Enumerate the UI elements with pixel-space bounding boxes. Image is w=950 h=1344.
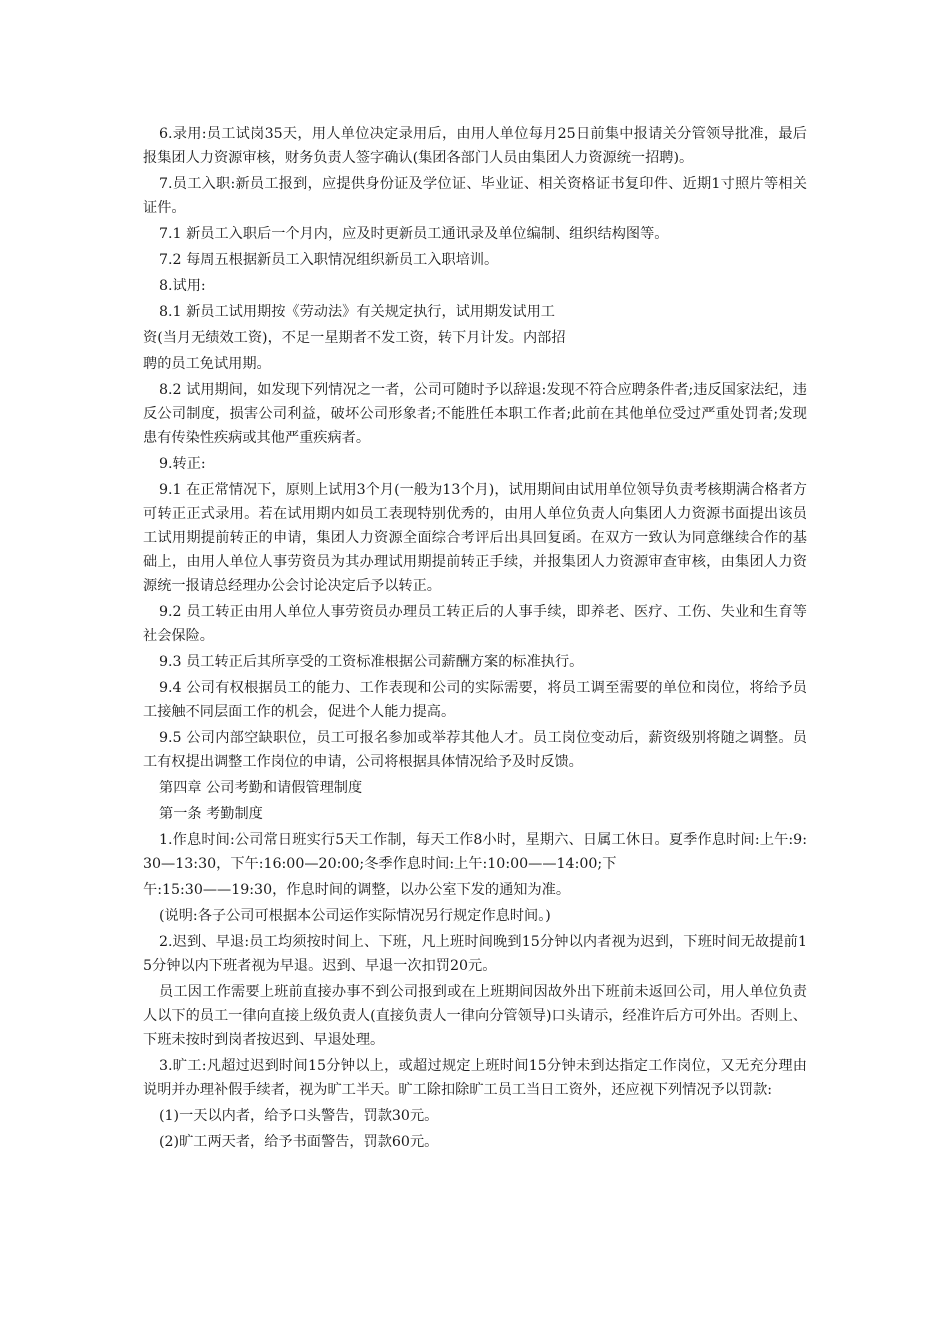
paragraph-9-1: 9.1 在正常情况下，原则上试用3个月(一般为13个月)，试用期间由试用单位领导负责考核期满合格者方可转正正式录用。若在试用期内如员工表现特别优秀的，由用人单位负责人向集团人力资源书面提出该员工试用期提前转正的申请，集团人力资源全面综合考评后出具回复函。在双方一致认为同意继续合作的基础上，由用人单位人事劳资员为其办理试用期提前转正手续，并报集团人力资源审查审核，由集团人力资源统一报请总经理办公会讨论决定后予以转正。: [143, 482, 807, 594]
heading-8-probation: 8.试用:: [159, 278, 206, 294]
paragraph-9-2: 9.2 员工转正由用人单位人事劳资员办理员工转正后的人事手续，即养老、医疗、工伤、失业和生育等社会保险。: [143, 604, 807, 644]
paragraph-8-1-line-1: 8.1 新员工试用期按《劳动法》有关规定执行，试用期发试用工: [159, 304, 555, 320]
paragraph-7-2: 7.2 每周五根据新员工入职情况组织新员工入职培训。: [159, 252, 499, 268]
list-item-2: (2)旷工两天者，给予书面警告，罚款60元。: [159, 1134, 439, 1150]
paragraph-8-1-line-3: 聘的员工免试用期。: [143, 356, 271, 372]
document-body: [143, 122, 807, 1154]
paragraph-7-1: 7.1 新员工入职后一个月内，应及时更新员工通讯录及单位编制、组织结构图等。: [159, 226, 669, 242]
paragraph-1-work-hours-cont: 午:15:30——19:30，作息时间的调整，以办公室下发的通知为准。: [143, 882, 571, 898]
paragraph-note: (说明:各子公司可根据本公司运作实际情况另行规定作息时间。): [159, 908, 551, 924]
paragraph-6-hiring: 6.录用:员工试岗35天，用人单位决定录用后，由用人单位每月25日前集中报请关分管领导批准，最后报集团人力资源审核，财务负责人签字确认(集团各部门人员由集团人力资源统一招聘)。: [143, 126, 807, 166]
paragraph-9-4: 9.4 公司有权根据员工的能力、工作表现和公司的实际需要，将员工调至需要的单位和岗位，将给予员工接触不同层面工作的机会，促进个人能力提高。: [143, 680, 807, 720]
paragraph-9-5: 9.5 公司内部空缺职位，员工可报名参加或举荐其他人才。员工岗位变动后，薪资级别将随之调整。员工有权提出调整工作岗位的申请，公司将根据具体情况给予及时反馈。: [143, 730, 807, 770]
chapter-4-heading: 第四章 公司考勤和请假管理制度: [159, 780, 363, 796]
heading-9-confirmation: 9.转正:: [159, 456, 206, 472]
article-1-heading: 第一条 考勤制度: [159, 806, 263, 822]
paragraph-8-2: 8.2 试用期间，如发现下列情况之一者，公司可随时予以辞退:发现不符合应聘条件者;违反国家法纪，违反公司制度，损害公司利益，破坏公司形象者;不能胜任本职工作者;此前在其他单位受过严重处罚者;发现患有传染性疾病或其他严重疾病者。: [143, 382, 807, 446]
paragraph-7-onboarding: 7.员工入职:新员工报到，应提供身份证及学位证、毕业证、相关资格证书复印件、近期1寸照片等相关证件。: [143, 176, 807, 216]
paragraph-8-1-line-2: 资(当月无绩效工资)，不足一星期者不发工资，转下月计发。内部招: [143, 330, 566, 346]
paragraph-2-late-early: 2.迟到、早退:员工均须按时间上、下班，凡上班时间晚到15分钟以内者视为迟到，下班时间无故提前15分钟以内下班者视为早退。迟到、早退一次扣罚20元。: [143, 934, 807, 974]
list-item-1: (1)一天以内者，给予口头警告，罚款30元。: [159, 1108, 439, 1124]
paragraph-1-work-hours: 1.作息时间:公司常日班实行5天工作制，每天工作8小时，星期六、日属工休日。夏季作息时间:上午:9:30—13:30，下午:16:00—20:00;冬季作息时间:上午:10:00——14:00;下: [143, 832, 807, 872]
paragraph-2-outside-work: 员工因工作需要上班前直接办事不到公司报到或在上班期间因故外出下班前未返回公司，用人单位负责人以下的员工一律向直接上级负责人(直接负责人一律向分管领导)口头请示，经准许后方可外出。否则上、下班未按时到岗者按迟到、早退处理。: [143, 984, 807, 1048]
paragraph-3-absence: 3.旷工:凡超过迟到时间15分钟以上，或超过规定上班时间15分钟未到达指定工作岗位，又无充分理由说明并办理补假手续者，视为旷工半天。旷工除扣除旷工员工当日工资外，还应视下列情况予以罚款:: [143, 1058, 807, 1098]
paragraph-9-3: 9.3 员工转正后其所享受的工资标准根据公司薪酬方案的标准执行。: [159, 654, 584, 670]
